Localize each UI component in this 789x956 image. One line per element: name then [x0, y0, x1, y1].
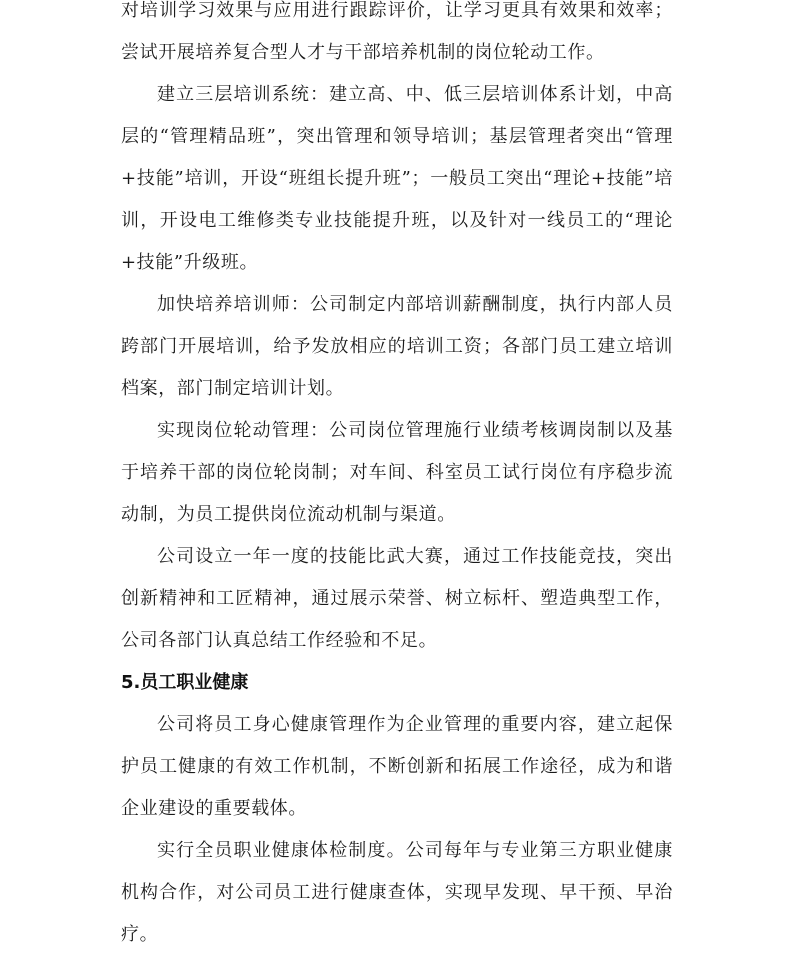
- paragraph-training-tracking: 对培训学习效果与应用进行跟踪评价，让学习更具有效果和效率；尝试开展培养复合型人才与干部培养机制的岗位轮动工作。: [121, 0, 673, 63]
- document-page: [121, 0, 673, 956]
- paragraph-health-checkup: 实行全员职业健康体检制度。公司每年与专业第三方职业健康机构合作，对公司员工进行健康查体，实现早发现、早干预、早治疗。: [121, 840, 673, 945]
- paragraph-skills-competition: 公司设立一年一度的技能比武大赛，通过工作技能竞技，突出创新精神和工匠精神，通过展示荣誉、树立标杆、塑造典型工作，公司各部门认真总结工作经验和不足。: [121, 546, 673, 651]
- section-heading-occupational-health: 5.员工职业健康: [121, 672, 249, 693]
- paragraph-job-rotation: 实现岗位轮动管理：公司岗位管理施行业绩考核调岗制以及基于培养干部的岗位轮岗制；对车间、科室员工试行岗位有序稳步流动制，为员工提供岗位流动机制与渠道。: [121, 420, 673, 525]
- paragraph-trainer-development: 加快培养培训师：公司制定内部培训薪酬制度，执行内部人员跨部门开展培训，给予发放相应的培训工资；各部门员工建立培训档案，部门制定培训计划。: [121, 294, 673, 399]
- paragraph-three-tier-training: 建立三层培训系统：建立高、中、低三层培训体系计划，中高层的“管理精品班”，突出管理和领导培训；基层管理者突出“管理+技能”培训，开设“班组长提升班”；一般员工突出“理论+技能”培训，开设电工维修类专业技能提升班，以及针对一线员工的“理论+技能”升级班。: [121, 84, 673, 273]
- paragraph-health-management: 公司将员工身心健康管理作为企业管理的重要内容，建立起保护员工健康的有效工作机制，不断创新和拓展工作途径，成为和谐企业建设的重要载体。: [121, 714, 673, 819]
